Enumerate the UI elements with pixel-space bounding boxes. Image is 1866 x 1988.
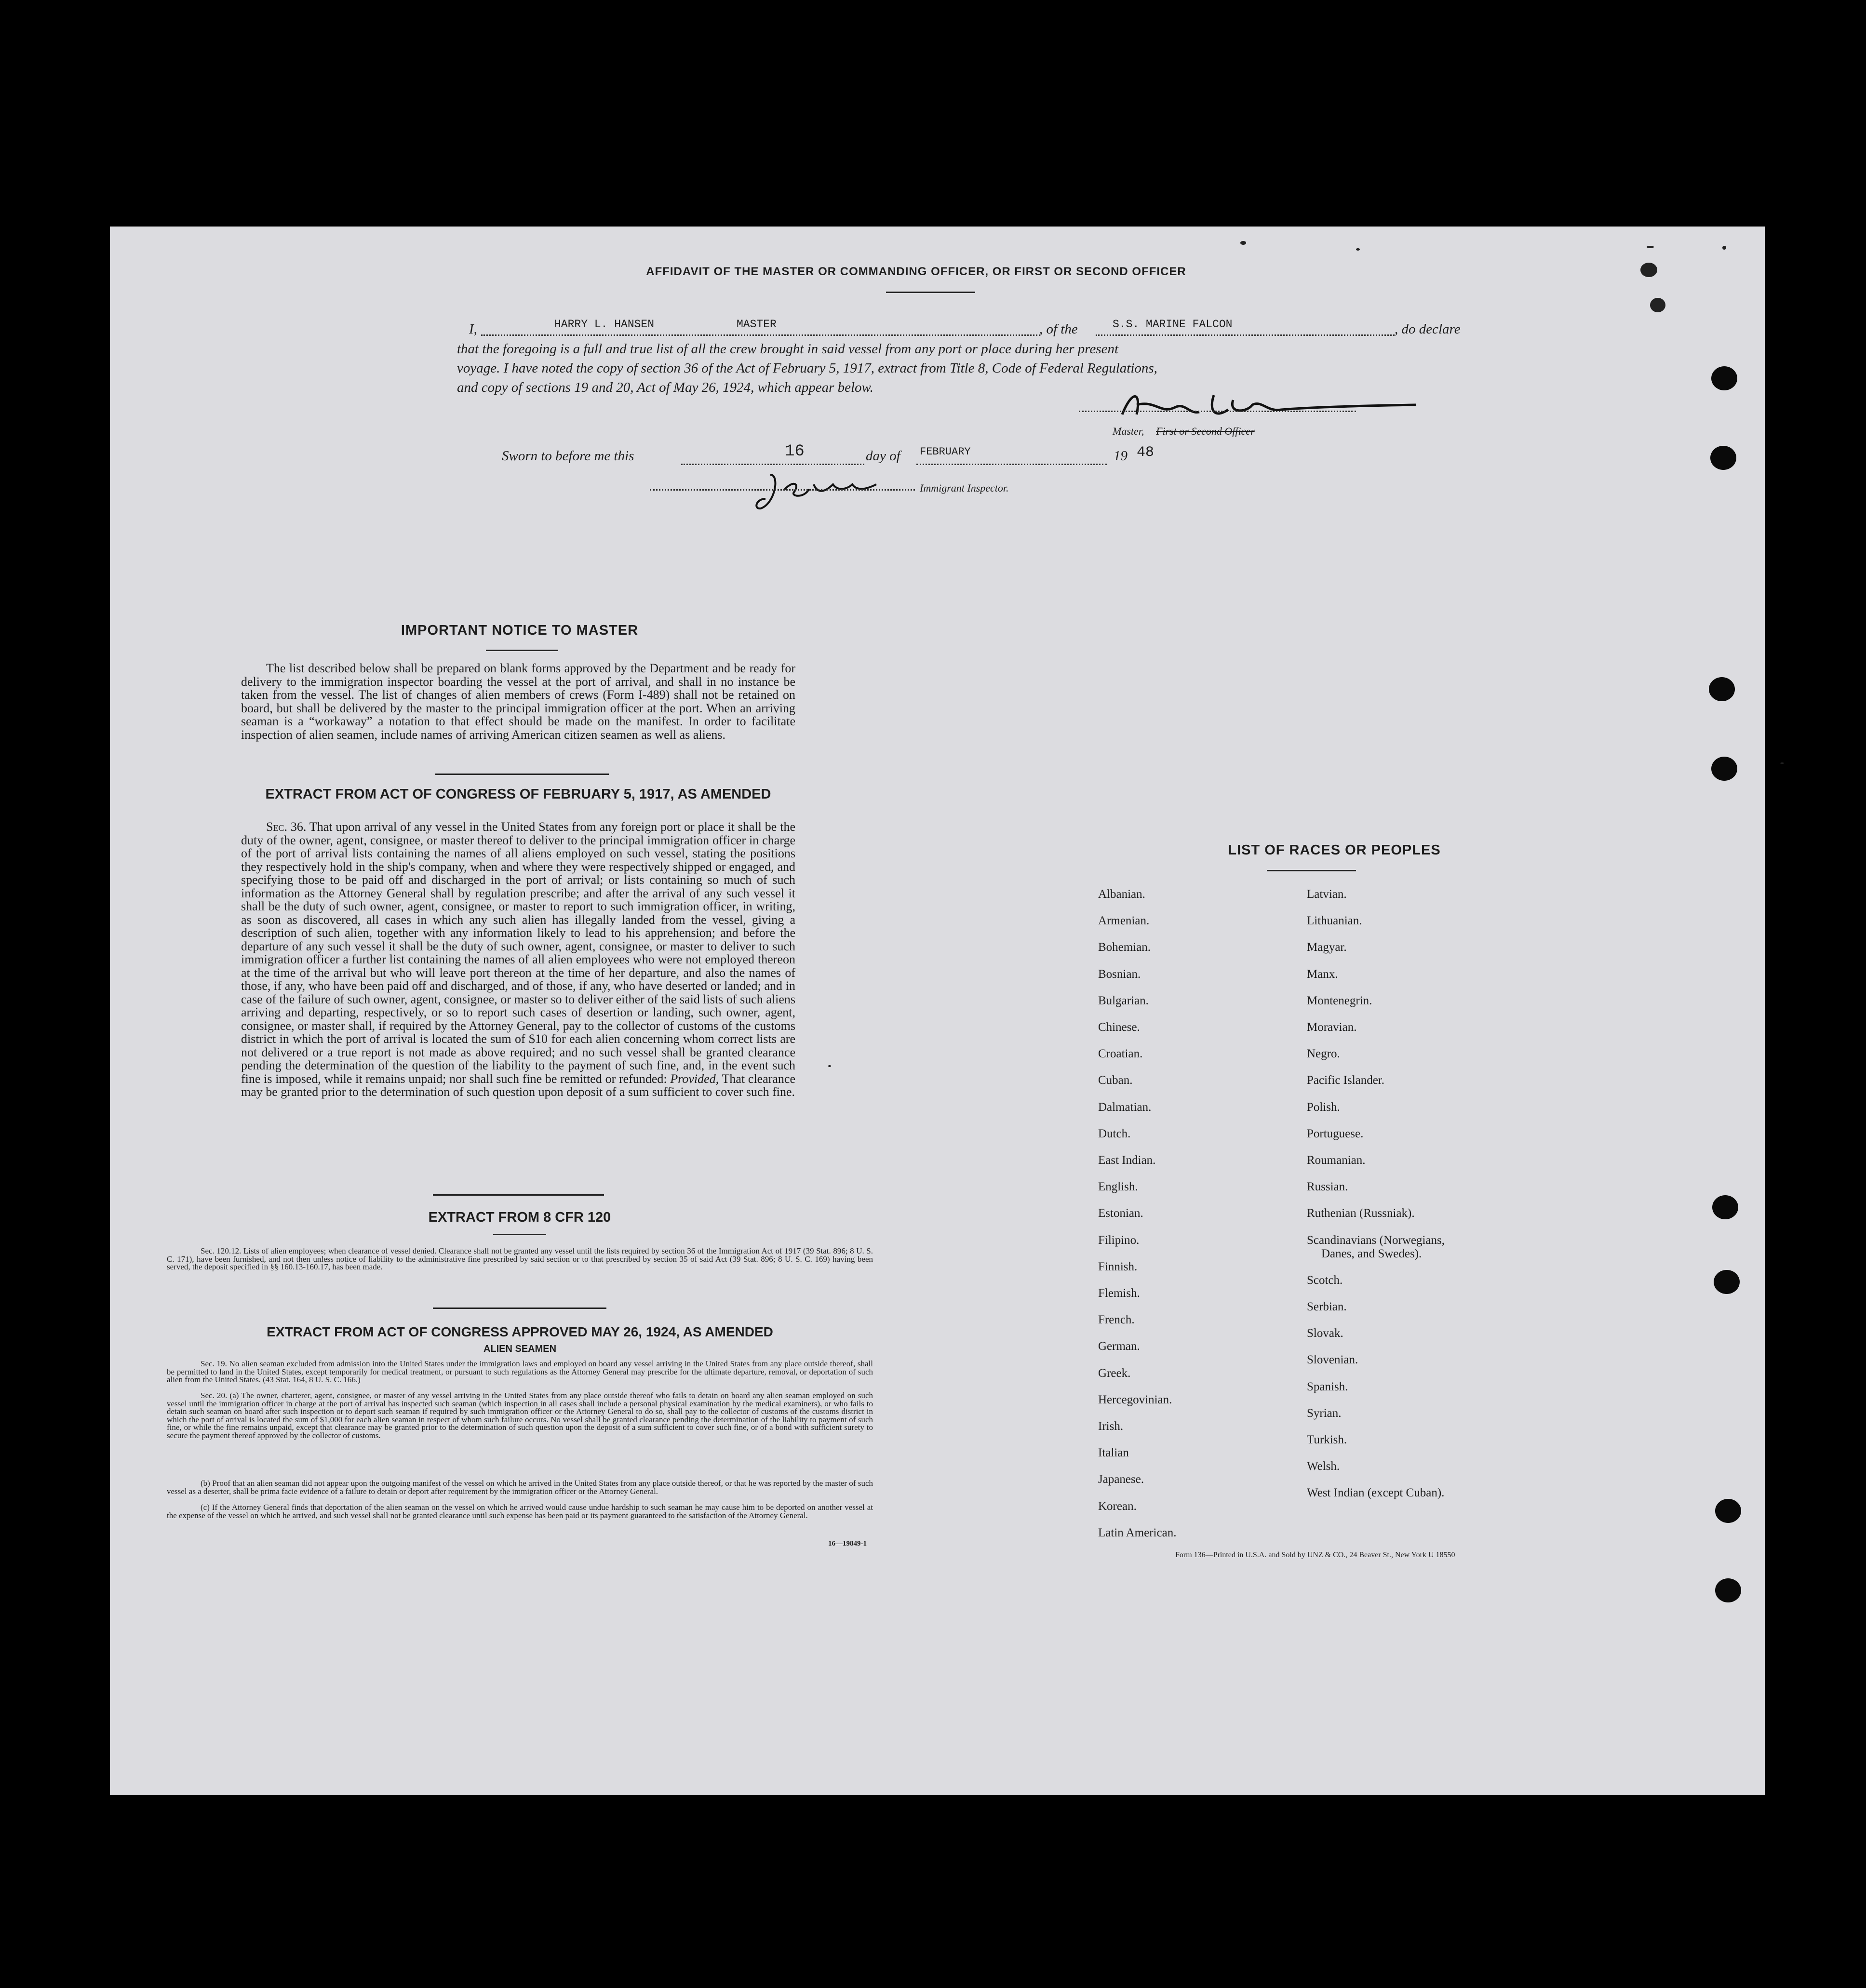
sec-36-body: That upon arrival of any vessel in the United States from any foreign port or place it shall be the duty of the owner, agent, consignee, or master thereof to deliver to the principal immigration officer in charge of the port of arrival lists containing the names of all aliens employed on such vessel, stating the positions they respectively hold in the ship's company, when and where they were respectively shipped or engaged, and specifying those to be paid off and discharged in the port of arrival; or lists containing so much of such information as the Attorney General shall by regulation prescribe; and after the arrival of any such vessel it shall be the duty of such owner, agent, consignee, or master to report to such immigration officer, in writing, as soon as discovered, all cases in which any such alien has illegally landed from the vessel, giving a description of such alien, together with any information likely to lead to his apprehension; and before the departure of any such vessel it shall be the duty of such owner, agent, consignee, or master to deliver to such immigration officer a further list containing the names of all alien employees who were not employed thereon at the time of the arrival but who will leave port thereon at the time of her departure, and also the names of those, if any, who have been paid off and discharged, and of those, if any, who have deserted or landed; and in case of the failure of such owner, agent, consignee, or master so to deliver either of the said lists of such aliens arriving and departing, respectively, or so to report such cases of desertion or landing, such owner, agent, consignee, or master shall, if required by the Attorney General, pay to the collector of customs of the customs district in which the port of arrival is located the sum of $10 for each alien concerning whom correct lists are not delivered or a true report is not made as above required; and no such vessel shall be granted clearance pending the determination of the question of the liability to the payment of such fine, and, in the event such fine is imposed, while it remains unpaid; nor shall such fine be remitted or refunded:: [241, 820, 796, 1086]
form-code: 16—19849-1: [828, 1540, 867, 1548]
affidavit-line-2: voyage. I have noted the copy of section 36 of the Act of February 5, 1917, extract from Title 8, Code of Federal Regulations,: [457, 360, 1157, 376]
race-item: Danes, and Swedes).: [1321, 1247, 1422, 1260]
race-item: Korean.: [1098, 1499, 1137, 1513]
race-item: Latvian.: [1307, 888, 1347, 901]
race-item: English.: [1098, 1180, 1138, 1194]
sworn-text: Sworn to before me this: [502, 448, 634, 464]
race-item: Finnish.: [1098, 1260, 1138, 1273]
divider: [433, 1308, 606, 1309]
race-item: Hercegovinian.: [1098, 1393, 1172, 1406]
year-value: 48: [1137, 444, 1155, 461]
cfr-heading: EXTRACT FROM 8 CFR 120: [428, 1210, 611, 1225]
provided-word: Provided,: [670, 1071, 719, 1086]
punch-hole: [1715, 1499, 1741, 1523]
race-item: Chinese.: [1098, 1021, 1140, 1034]
race-item: Moravian.: [1307, 1021, 1357, 1034]
signature-line: [1079, 406, 1356, 412]
race-item: Bohemian.: [1098, 941, 1151, 954]
race-item: Portuguese.: [1307, 1127, 1364, 1140]
race-item: Italian: [1098, 1446, 1129, 1460]
race-item: Irish.: [1098, 1420, 1124, 1433]
month-value: FEBRUARY: [920, 446, 971, 458]
punch-hole: [1715, 1578, 1741, 1602]
extract-1924-heading: EXTRACT FROM ACT OF CONGRESS APPROVED MAY 26, 1924, AS AMENDED: [267, 1324, 773, 1339]
inspector-label: Immigrant Inspector.: [920, 482, 1009, 494]
race-item: Slovenian.: [1307, 1353, 1358, 1367]
sec-36-tail: That clearance may be granted prior to the determination of such question upon deposit of a sum sufficient to cover such fine.: [241, 1071, 795, 1099]
race-item: Negro.: [1307, 1047, 1340, 1061]
race-item: Manx.: [1307, 967, 1338, 981]
race-item: Polish.: [1307, 1100, 1340, 1114]
sec-36-label: Sec. 36.: [266, 820, 307, 834]
inspector-signature: [751, 470, 886, 513]
cfr-text: Sec. 120.12. Lists of alien employees; when clearance of vessel denied. Clearance shall not be granted any vessel until the lists required by section 36 of the Immigration Act of 1917 (39 Stat. 896; 8 U. S. C. 171), have been furnished, and not then unless notice of liability to the administrative fine prescribed by said section or to that prescribed by section 35 of said Act (39 Stat. 896; 8 U. S. C. 169) having been served, the deposit specified in §§ 160.13-160.17, has been made.: [167, 1246, 873, 1271]
sec-19-text: Sec. 19. No alien seaman excluded from admission into the United States under the immigration laws and employed on board any vessel arriving in the United States from any place outside thereof, shall be permitted to land in the United States, except temporarily for medical treatment, or pursuant to such regulations as the Attorney General may prescribe for the ultimate departure, removal, or deportation of such alien from the United States. (43 Stat. 164, 8 U. S. C. 166.): [167, 1359, 873, 1384]
day-line: [681, 452, 864, 465]
punch-hole: [1712, 1195, 1738, 1219]
affidavit-line-1: that the foregoing is a full and true list of all the crew brought in said vessel from any port or place during her present: [457, 341, 1119, 357]
race-item: Cuban.: [1098, 1074, 1133, 1087]
race-item: East Indian.: [1098, 1154, 1156, 1167]
race-item: Syrian.: [1307, 1406, 1342, 1420]
struck-officer-label: First or Second Officer: [1156, 425, 1255, 437]
divider: [435, 774, 609, 775]
master-rank: MASTER: [737, 318, 777, 331]
form-footer: Form 136—Printed in U.S.A. and Sold by UNZ & CO., 24 Beaver St., New York U 18550: [1175, 1551, 1455, 1559]
divider: [493, 1234, 546, 1235]
race-item: Lithuanian.: [1307, 914, 1362, 928]
race-item: Roumanian.: [1307, 1154, 1366, 1167]
race-item: Magyar.: [1307, 941, 1347, 954]
race-item: Turkish.: [1307, 1433, 1347, 1446]
punch-hole: [1709, 677, 1735, 701]
race-item: Russian.: [1307, 1180, 1348, 1194]
race-item: Albanian.: [1098, 888, 1145, 901]
race-item: Bosnian.: [1098, 967, 1141, 981]
divider: [1267, 870, 1356, 871]
race-item: Ruthenian (Russniak).: [1307, 1207, 1415, 1220]
sec-20b-text: (b) Proof that an alien seaman did not appear upon the outgoing manifest of the vessel on which he arrived in the United States from any place outside thereof, or that he was reported by the master of such vessel as a deserter, shall be prima facie evidence of a failure to detain or deport after requirement by the immigration officer or the Attorney General.: [167, 1479, 873, 1496]
sec-20a-text: Sec. 20. (a) The owner, charterer, agent, consignee, or master of any vessel arriving in the United States from any place outside thereof who fails to detain on board any alien seaman employed on such vessel until the immigration officer in charge at the port of arrival has inspected such seaman (which inspection in all cases shall include a personal physical examination by the medical examiners), or who fails to detain such seaman on board after such inspection or to deport such seaman if required by such immigration officer or the Attorney General to do so, shall pay to the collector of customs of the customs district in which the port of arrival is located the sum of $1,000 for each alien seaman in respect of whom such failure occurs. No vessel shall be granted clearance pending the determination of the liability to payment of such fine, or while the fine remains unpaid, except that clearance may be granted prior to the determination of such question upon the deposit of a sum sufficient to cover such fine, or of a bond with sufficient surety to secure the payment thereof approved by the collector of customs.: [167, 1391, 873, 1440]
alien-seamen-subheading: ALIEN SEAMEN: [483, 1344, 557, 1354]
divider: [486, 650, 558, 651]
affidavit-line-3: and copy of sections 19 and 20, Act of May 26, 1924, which appear below.: [457, 380, 873, 395]
race-item: Serbian.: [1307, 1300, 1347, 1313]
year-prefix: 19: [1114, 448, 1128, 464]
extract-1917-heading: EXTRACT FROM ACT OF CONGRESS OF FEBRUARY 5, 1917, AS AMENDED: [265, 787, 771, 802]
races-heading: LIST OF RACES OR PEOPLES: [1228, 842, 1441, 858]
punch-hole: [1710, 446, 1736, 470]
race-item: Pacific Islander.: [1307, 1074, 1385, 1087]
race-item: Spanish.: [1307, 1380, 1348, 1393]
affidavit-i: I,: [469, 321, 477, 337]
race-item: Flemish.: [1098, 1287, 1140, 1300]
race-item: Scandinavians (Norwegians,: [1307, 1233, 1445, 1247]
race-item: Armenian.: [1098, 914, 1150, 928]
race-item: Dalmatian.: [1098, 1100, 1152, 1114]
race-item: Montenegrin.: [1307, 994, 1372, 1007]
master-name: HARRY L. HANSEN: [554, 318, 655, 331]
punch-hole: [1711, 366, 1737, 390]
race-item: West Indian (except Cuban).: [1307, 1486, 1445, 1500]
race-item: Dutch.: [1098, 1127, 1131, 1140]
divider: [886, 292, 975, 293]
notice-text: The list described below shall be prepared on blank forms approved by the Department and be ready for delivery to the immigration inspector boarding the vessel at the port of arrival, and shall in no instance be taken from the vessel. The list of changes of alien members of crews (Form I-489) shall not be retained on board, but shall be delivered by the master to the principal immigration officer at the port. When an arriving seaman is a “workaway” a notation to that effect should be made on the manifest. In order to facilitate inspection of alien seamen, include names of arriving American citizen seamen as well as aliens.: [241, 661, 795, 742]
vessel-name: S.S. MARINE FALCON: [1113, 318, 1233, 331]
race-item: Japanese.: [1098, 1473, 1144, 1486]
master-label: Master,: [1113, 425, 1144, 437]
document-page: [110, 227, 1765, 1795]
race-item: Estonian.: [1098, 1207, 1143, 1220]
day-of: day of: [866, 448, 900, 464]
race-item: German.: [1098, 1340, 1140, 1353]
race-item: Scotch.: [1307, 1273, 1343, 1287]
sec-20c-text: (c) If the Attorney General finds that deportation of the alien seaman on the vessel on which he arrived would cause undue hardship to such seaman he may cause him to be deported on another vessel at the expense of the vessel on which he arrived, and such vessel shall not be granted clearance until such expense has been paid or its payment guaranteed to the satisfaction of the Attorney General.: [167, 1503, 873, 1520]
divider: [433, 1194, 604, 1196]
race-item: Bulgarian.: [1098, 994, 1149, 1007]
notice-heading: IMPORTANT NOTICE TO MASTER: [401, 623, 639, 638]
day-value: 16: [785, 442, 805, 461]
inspector-line: [650, 484, 915, 491]
race-item: Slovak.: [1307, 1327, 1343, 1340]
race-item: Filipino.: [1098, 1233, 1140, 1247]
affidavit-heading: AFFIDAVIT OF THE MASTER OR COMMANDING OFFICER, OR FIRST OR SECOND OFFICER: [646, 265, 1186, 278]
race-item: French.: [1098, 1313, 1135, 1327]
punch-hole: [1714, 1270, 1740, 1294]
race-item: Latin American.: [1098, 1526, 1177, 1539]
race-item: Greek.: [1098, 1366, 1131, 1380]
punch-hole: [1711, 757, 1737, 781]
race-item: Croatian.: [1098, 1047, 1143, 1061]
extract-1917-text: [241, 820, 795, 1099]
race-item: Welsh.: [1307, 1460, 1340, 1473]
of-the: , of the: [1039, 321, 1078, 337]
do-declare: , do declare: [1395, 321, 1461, 337]
